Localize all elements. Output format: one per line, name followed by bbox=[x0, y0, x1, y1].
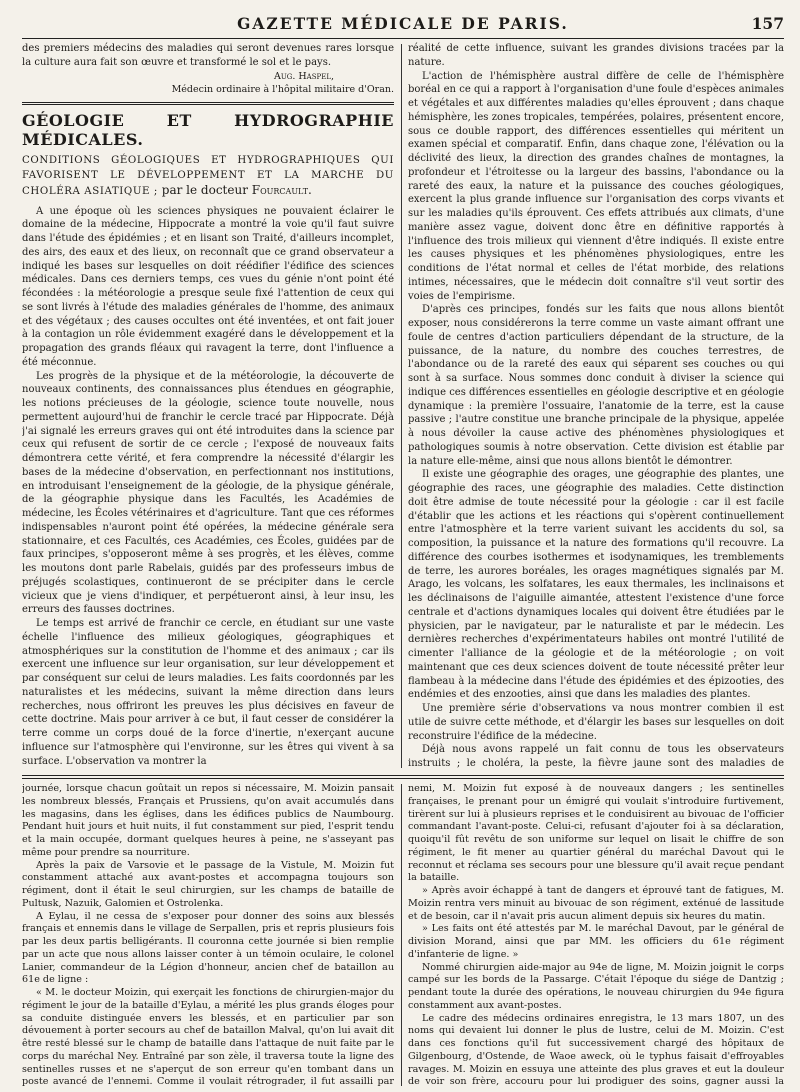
column-divider bbox=[401, 44, 402, 768]
column-divider bbox=[401, 784, 402, 1086]
byline bbox=[162, 183, 312, 197]
paragraph: Les progrès de la physique et de la météorologie, la découverte de nouveaux continents, des connaissances plus étendues en géographie, les notions précieuses de la géologie, science toute nouvelle, nous permettent aujourd'hui de franchir le cercle tracé par Hippocrate. Déjà j'ai signalé les erreurs graves qui ont été introduites dans la science par ceux qui refusent de sortir de ce cercle ; l'exposé de nouveaux faits démontrera cette vérité, et fera comprendre la nécessité d'élargir les bases de la médecine d'observation, en perfectionnant nos institutions, en introduisant l'enseignement de la géologie, de la physique générale, de la géographie physique dans les Facultés, les Académies de médecine, les Écoles vétérinaires et d'agriculture. Tant que ces réformes indispensables n'auront point été opérées, la médecine générale sera stationnaire, et ces Facultés, ces Académies, ces Écoles, guidées par de faux principes, s'opposeront même à ses progrès, et les élèves, comme les moutons dont parle Rabelais, guidés par des professeurs imbus de préjugés scolastiques, continueront de se précipiter dans le cercle vicieux que je viens d'indiquer, et perpétueront ainsi, à leur insu, les erreurs des fausses doctrines. bbox=[22, 370, 394, 616]
paragraph: nemi, M. Moizin fut exposé à de nouveaux dangers ; les sentinelles françaises, le prenant pour un émigré qui voulait s'introduire furtivement, tirèrent sur lui à plusieurs reprises et le conduisirent au bivouac de l'officier commandant l'avant-poste. Celui-ci, refusant d'ajouter foi à sa déclaration, quoiqu'il fût revêtu de son uniforme sur lequel on lisait le chiffre de son régiment, le fit mener au quartier général du maréchal Davout qui le reconnut et réclama ses secours pour une blessure qu'il avait reçue pendant la bataille. bbox=[408, 783, 784, 884]
page-number: 157 bbox=[751, 14, 784, 33]
paragraph: L'action de l'hémisphère austral diffère de celle de l'hémisphère boréal en ce qui a rapport à l'organisation d'une foule d'espèces animales et végétales et aux différentes maladies qu'elles éprouvent ; dans chaque hémisphère, les zones tropicales, tempérées, polaires, présentent encore, sous ce double rapport, des différences essentielles qui méritent un examen spécial et comparatif. Enfin, dans chaque zone, l'élévation ou la déclivité des lieux, la direction des grandes chaînes de montagnes, la profondeur et l'étroitesse ou la largeur des bassins, l'abondance ou la rareté des eaux, la nature et la puissance des couches géologiques, exercent la plus grande influence sur l'organisation des corps vivants et sur les maladies qu'ils éprouvent. Ces effets attribués aux climats, d'une manière assez vague, doivent donc être en définitive rapportés à l'influence des trois milieux qui viennent d'être indiqués. Il existe entre les causes physiques et les phénomènes physiologiques, entre les conditions de l'état normal et celles de l'état morbide, des relations intimes, nécessaires, que le médecin doit connaître s'il veut sortir des voies de l'empirisme. bbox=[408, 70, 784, 302]
paragraph: » Après avoir échappé à tant de dangers et éprouvé tant de fatigues, M. Moizin rentra vers minuit au bivouac de son régiment, exténué de lassitude et de besoin, car il n'avait pris aucun aliment depuis six heures du matin. bbox=[408, 885, 784, 922]
byline-prefix: par le docteur bbox=[161, 182, 248, 197]
paragraph: réalité de cette influence, suivant les grandes divisions tracées par la nature. bbox=[408, 43, 784, 68]
bottom-section-rule bbox=[22, 778, 784, 779]
paragraph: Le temps est arrivé de franchir ce cercle, en étudiant sur une vaste échelle l'influence des milieux géologiques, géographiques et atmosphériques sur la constitution de l'homme et des animaux ; car ils exercent une influence sur leur organisation, sur leur développement et par conséquent sur celui de leurs maladies. Les faits coordonnés par les naturalistes et les médecins, suivant la même direction dans leurs recherches, nous offriront les preuves les plus décisives en faveur de cette doctrine. Mais pour arriver à ce but, il faut cesser de considérer la terre comme un corps doué de la force d'inertie, n'exerçant aucune influence sur l'atmosphère qui l'environne, sur les êtres qui vivent à sa surface. L'observation va montrer la bbox=[22, 618, 394, 767]
paragraph: Après la paix de Varsovie et le passage de la Vistule, M. Moizin fut constamment attaché aux avant-postes et accompagna toujours son régiment, dont il était le seul chirurgien, sur les champs de bataille de Pultusk, Nazuik, Galomien et Ostrolenka. bbox=[22, 859, 394, 909]
paragraph: « M. le docteur Moizin, qui exerçait les fonctions de chirurgien-major du régiment le jour de la bataille d'Eylau, a mérité les plus grands éloges pour sa conduite distinguée envers les blessés, et en particulier par son dévouement à porter secours au chef de bataillon Malval, qu'on lui avait dit être resté blessé sur le champ de bataille dans l'attaque de nuit faite par le corps du maréchal Ney. Entraîné par son zèle, il traversa toute la ligne des sentinelles russes et ne s'aperçut de son erreur qu'en tombant dans un poste avancé de l'ennemi. Comme il voulait rétrograder, il fut assailli par bbox=[22, 987, 394, 1088]
signature-name: Aug. Haspel, bbox=[273, 70, 334, 82]
paragraph: journée, lorsque chacun goûtait un repos si nécessaire, M. Moizin pansait les nombreux blessés, Français et Prussiens, qu'on avait accumulés dans les magasins, dans les églises, dans les édifices publics de Naumbourg. Pendant huit jours et huit nuits, il fut constamment sur pied, l'esprit tendu et la main occupée, dormant quelques heures à peine, ne s'asseyant pas même pour prendre sa nourriture. bbox=[22, 783, 394, 858]
paragraph: » Les faits ont été attestés par M. le maréchal Davout, par le général de division Morand, ainsi que par MM. les officiers du 61e régiment d'infanterie de ligne. » bbox=[408, 923, 784, 960]
section-divider bbox=[22, 102, 394, 105]
paragraph: Le cadre des médecins ordinaires enregistra, le 13 mars 1807, un des noms qui devaient lui donner le plus de lustre, celui de M. Moizin. C'est dans ces fonctions qu'il fut successivement chargé des hôpitaux de Gilgenbourg, d'Ostende, de Waoe aweck, où le typhus faisait d'effroyables ravages. M. Moizin en essuya une atteinte des plus graves et eut la douleur de voir son frère, accouru pour lui prodiguer des soins, gagner aussi la bbox=[408, 1012, 784, 1088]
journal-title: GAZETTE MÉDICALE DE PARIS. bbox=[237, 14, 569, 33]
left-column bbox=[22, 42, 394, 770]
bottom-left-column bbox=[22, 783, 394, 1088]
paragraph: Il existe une géographie des orages, une géographie des plantes, une géographie des races, une géographie des maladies. Cette distinction doit être admise de toute nécessité pour la géologie : car il est facile d'établir que les actions et les réactions qui s'opèrent continuellement entre l'atmosphère et la terre varient suivant les accidents du sol, sa composition, la puissance et la nature des formations qu'il recouvre. La différence des courbes isothermes et isodynamiques, les tremblements de terre, les aurores boréales, les orages magnétiques signalés par M. Arago, les volcans, les solfatares, les eaux thermales, les inclinaisons et les déclinaisons de l'aiguille aimantée, attestent l'existence d'une force centrale et d'actions dynamiques locales qui doivent être étudiées par le physicien, par le navigateur, par le naturaliste et par le médecin. Les dernières recherches d'expérimentateurs habiles ont montré l'utilité de cimenter l'alliance de la géologie et de la météorologie ; on voit maintenant que ces deux sciences doivent de toute nécessité prêter leur flambeau à la médecine dans l'étude des épidémies et des épizooties, des endémies et des enzooties, ainsi que dans les maladies des plantes. bbox=[408, 469, 784, 701]
section-title: GÉOLOGIE ET HYDROGRAPHIE MÉDICALES. bbox=[22, 110, 394, 149]
bottom-section-rule bbox=[22, 775, 784, 776]
article-title bbox=[22, 153, 394, 199]
paragraph: Nommé chirurgien aide-major au 94e de ligne, M. Moizin joignit le corps campé sur les bords de la Passarge. C'était l'époque du siége de Dantzig ; pendant toute la durée des opérations, le nouveau chirurgien du 94e figura constamment aux avant-postes. bbox=[408, 961, 784, 1011]
page-header bbox=[22, 14, 784, 36]
bottom-right-column bbox=[408, 783, 784, 1088]
carry-over-text: des premiers médecins des maladies qui seront devenues rares lorsque la culture aura fait son œuvre et transformé le sol et le pays. bbox=[22, 43, 394, 68]
header-rule bbox=[22, 38, 784, 39]
paragraph: Une première série d'observations va nous montrer combien il est utile de suivre cette méthode, et d'élargir les bases sur lesquelles on doit reconstruire l'édifice de la médecine. bbox=[408, 703, 784, 742]
paragraph: A une époque où les sciences physiques ne pouvaient éclairer le domaine de la médecine, Hippocrate a montré la voie qu'il faut suivre dans l'étude des épidémies ; et en lisant son Traité, d'ailleurs incomplet, des airs, des eaux et des lieux, on reconnaît que ce grand observateur a indiqué les bases sur lesquelles on doit réédifier l'édifice des sciences médicales. Dans ces derniers temps, ces vues du génie n'ont point été fécondées : la météorologie a presque seule fixé l'attention de ceux qui se sont livrés à l'étude des maladies générales de l'homme, des animaux et des végétaux ; des causes occultes ont été inventées, et ont fait jouer à la contagion un rôle évidemment exagéré dans le développement et la propagation des grands fléaux qui ravagent la terre, dont l'influence a été méconnue. bbox=[22, 205, 394, 368]
signature-role: Médecin ordinaire à l'hôpital militaire d'Oran. bbox=[171, 83, 394, 95]
paragraph: Déjà nous avons rappelé un fait connu de tous les observateurs instruits ; le choléra, la peste, la fièvre jaune sont des maladies de bbox=[408, 744, 784, 769]
right-column bbox=[408, 42, 784, 770]
article-title-text: CONDITIONS GÉOLOGIQUES ET HYDROGRAPHIQUES QUI FAVORISENT LE DÉVELOPPEMENT ET LA MARCHE DU CHOLÉRA ASIATIQUE ; bbox=[22, 154, 394, 197]
signature-block bbox=[22, 70, 394, 96]
paragraph: A Eylau, il ne cessa de s'exposer pour donner des soins aux blessés français et ennemis dans le village de Serpallen, pris et repris plusieurs fois par les deux partis belligérants. Il couronna cette journée si bien remplie par un acte que nous allons laisser conter à un témoin oculaire, le colonel Lanier, commandeur de la Légion d'honneur, ancien chef de bataillon au 61e de ligne : bbox=[22, 910, 394, 986]
author-name: Fourcault. bbox=[251, 182, 312, 197]
paragraph: D'après ces principes, fondés sur les faits que nous allons bientôt exposer, nous considérerons la terre comme un vaste aimant offrant une foule de centres d'action particuliers dépendant de la structure, de la puissance, de la nature, du nombre des couches terrestres, de l'abondance ou de la rareté des eaux qui séparent ses couches ou qui sont à sa surface. Nous sommes donc conduit à diviser la science qui indique ces différences essentielles en géologie descriptive et en géologie dynamique : la première l'ossuaire, l'anatomie de la terre, est la cause passive ; l'autre constitue une branche principale de la physique, appelée à nous dévoiler la cause active des phénomènes physiologiques et pathologiques soumis à notre observation. Cette division est établie par la nature elle-même, ainsi que nous allons bientôt le démontrer. bbox=[408, 304, 784, 467]
